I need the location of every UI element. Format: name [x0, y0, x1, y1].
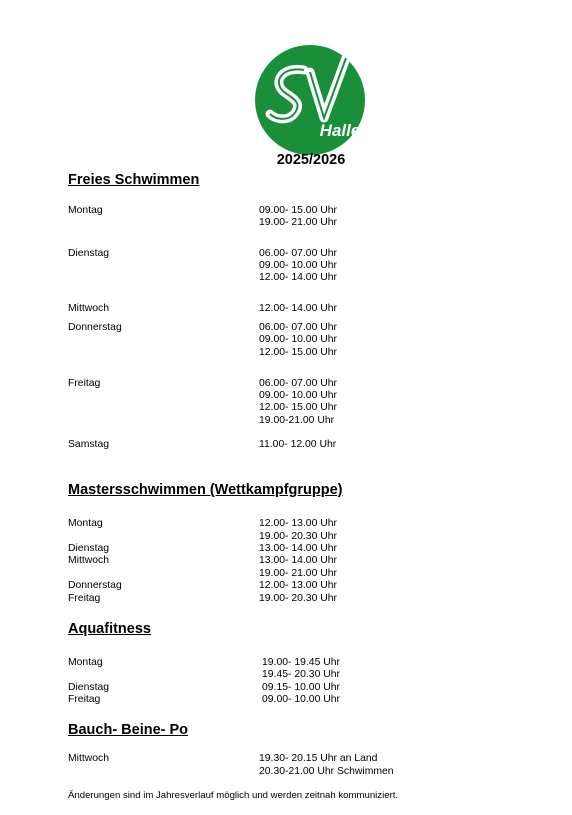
club-logo: [254, 44, 366, 156]
time-slot: 09.00- 10.00 Uhr: [259, 334, 337, 345]
schedule-row: [0, 390, 572, 402]
day-label: Dienstag: [68, 543, 110, 554]
time-slot: 12.00- 13.00 Uhr: [259, 580, 337, 591]
schedule-row: [0, 334, 572, 346]
day-label: Montag: [68, 205, 103, 216]
day-label: Dienstag: [68, 248, 110, 259]
time-slot: 13.00- 14.00 Uhr: [259, 555, 337, 566]
footer-note: Änderungen sind im Jahresverlauf möglich und werden zeitnah kommuniziert.: [68, 790, 399, 801]
time-slot: 19.00- 19.45 Uhr: [262, 657, 340, 668]
section-title-bauch-beine-po: Bauch- Beine- Po: [68, 722, 189, 738]
day-label: Freitag: [68, 694, 101, 705]
time-slot: 12.00- 14.00 Uhr: [259, 272, 337, 283]
schedule-row: [0, 580, 572, 592]
time-slot: 12.00- 15.00 Uhr: [259, 347, 337, 358]
time-slot: 19.00- 21.00 Uhr: [259, 217, 337, 228]
section-title-freies-schwimmen: Freies Schwimmen: [68, 172, 200, 188]
schedule-row: [0, 322, 572, 334]
day-label: Donnerstag: [68, 580, 122, 591]
schedule-row: [0, 272, 572, 284]
day-label: Mittwoch: [68, 753, 109, 764]
schedule-row: [0, 682, 572, 694]
schedule-row: [0, 378, 572, 390]
schedule-row: [0, 531, 572, 543]
day-label: Donnerstag: [68, 322, 122, 333]
schedule-row: [0, 593, 572, 605]
schedule-row: [0, 439, 572, 451]
day-label: Samstag: [68, 439, 110, 450]
day-label: Freitag: [68, 378, 101, 389]
time-slot: 06.00- 07.00 Uhr: [259, 248, 337, 259]
time-slot: 13.00- 14.00 Uhr: [259, 543, 337, 554]
logo-text: Halle: [319, 121, 361, 140]
schedule-row: [0, 402, 572, 414]
time-slot: 09.00- 10.00 Uhr: [259, 390, 337, 401]
schedule-row: [0, 657, 572, 669]
time-slot: 19.00- 21.00 Uhr: [259, 568, 337, 579]
time-slot: 20.30-21.00 Uhr Schwimmen: [259, 766, 394, 777]
time-slot: 12.00- 13.00 Uhr: [259, 518, 337, 529]
schedule-row: [0, 415, 572, 427]
day-label: Freitag: [68, 593, 101, 604]
time-slot: 12.00- 14.00 Uhr: [259, 303, 337, 314]
time-slot: 06.00- 07.00 Uhr: [259, 322, 337, 333]
time-slot: 19.45- 20.30 Uhr: [262, 669, 340, 680]
schedule-row: [0, 694, 572, 706]
schedule-row: [0, 518, 572, 530]
time-slot: 11.00- 12.00 Uhr: [259, 439, 337, 450]
time-slot: 12.00- 15.00 Uhr: [259, 402, 337, 413]
time-slot: 06.00- 07.00 Uhr: [259, 378, 337, 389]
section-title-aquafitness: Aquafitness: [68, 621, 151, 637]
schedule-row: [0, 217, 572, 229]
schedule-row: [0, 303, 572, 315]
season-year: 2025/2026: [276, 152, 346, 168]
day-label: Montag: [68, 518, 103, 529]
time-slot: 19.00-21.00 Uhr: [259, 415, 335, 426]
schedule-row: [0, 347, 572, 359]
time-slot: 09.00- 10.00 Uhr: [262, 694, 340, 705]
day-label: Mittwoch: [68, 303, 109, 314]
schedule-row: [0, 766, 572, 778]
schedule-row: [0, 260, 572, 272]
schedule-row: [0, 669, 572, 681]
schedule-row: [0, 205, 572, 217]
day-label: Montag: [68, 657, 103, 668]
schedule-row: [0, 555, 572, 567]
day-label: Mittwoch: [68, 555, 109, 566]
schedule-row: [0, 753, 572, 765]
schedule-row: [0, 568, 572, 580]
time-slot: 19.00- 20.30 Uhr: [259, 531, 337, 542]
time-slot: 19.30- 20.15 Uhr an Land: [259, 753, 378, 764]
schedule-row: [0, 248, 572, 260]
section-title-mastersschwimmen: Mastersschwimmen (Wettkampfgruppe): [68, 482, 343, 498]
time-slot: 19.00- 20.30 Uhr: [259, 593, 337, 604]
day-label: Dienstag: [68, 682, 110, 693]
time-slot: 09.15- 10.00 Uhr: [262, 682, 340, 693]
time-slot: 09.00- 15.00 Uhr: [259, 205, 337, 216]
schedule-row: [0, 543, 572, 555]
time-slot: 09.00- 10.00 Uhr: [259, 260, 337, 271]
